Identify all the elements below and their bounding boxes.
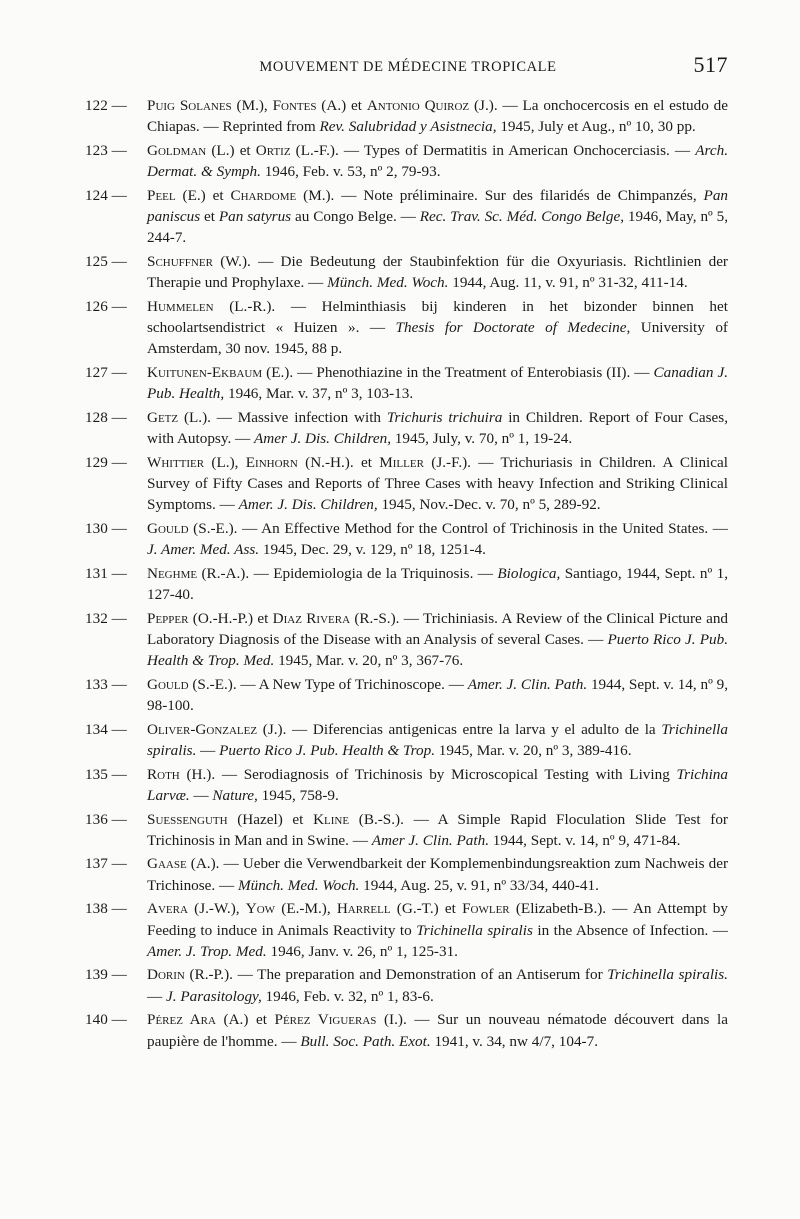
page-header bbox=[88, 52, 728, 82]
italic-text: Puerto Rico J. Pub. Health & Trop. bbox=[219, 741, 435, 759]
reference-text-segment: (W.). — Die Bedeutung der Staubinfektion für die Oxyuriasis. Richtlinien der Therapie und Prophylaxe. — bbox=[147, 252, 728, 292]
reference-text-segment: (B.-S.). — A Simple Rapid Floculation Slide Test for Trichinosis in Man and in Swine. — bbox=[147, 810, 728, 849]
reference-text bbox=[147, 811, 728, 849]
author-name: Diaz Rivera bbox=[272, 609, 351, 627]
author-name: Puig Solanes bbox=[147, 97, 232, 114]
reference-text-segment: (A.). — Ueber die Verwendbarkeit der Komplemenbindungsreaktion zum Nachweis der Trichinose. — bbox=[147, 855, 728, 894]
reference-text bbox=[147, 142, 728, 180]
reference-text-segment: 1946, Janv. v. 26, nº 1, 125-31. bbox=[266, 942, 458, 960]
reference-entry bbox=[85, 140, 728, 182]
author-name: Whittier bbox=[147, 453, 205, 471]
reference-text-segment: — bbox=[189, 786, 213, 804]
italic-text: Thesis for Doctorate of Medecine, bbox=[395, 319, 631, 337]
reference-number: 138 — bbox=[85, 900, 127, 918]
reference-text-segment: au Congo Belge. — bbox=[291, 208, 420, 226]
reference-entry bbox=[85, 251, 728, 293]
italic-text: Trichina Larvæ. bbox=[147, 765, 728, 804]
author-name: Fontes bbox=[272, 97, 317, 114]
italic-text: Amer. J. Clin. Path. bbox=[467, 675, 588, 693]
reference-text-segment: (H.). — Serodiagnosis of Trichinosis by Microscopical Testing with Living bbox=[179, 765, 677, 783]
reference-text-segment: Santiago, 1944, Sept. nº 1, 127-40. bbox=[147, 564, 728, 603]
reference-text-segment: (J.). — Diferencias antigenicas entre la larva y el adulto de la bbox=[257, 720, 662, 738]
reference-number: 122 — bbox=[85, 97, 127, 114]
reference-entry bbox=[85, 674, 728, 716]
reference-text-segment: (M.). — Note préliminaire. Sur des filaridés de Chimpanzés, bbox=[296, 186, 704, 204]
reference-entry bbox=[85, 719, 728, 761]
reference-number: 137 — bbox=[85, 855, 127, 873]
reference-text-segment: (J.). — La onchocercosis en el estudo de Chiapas. — Reprinted from bbox=[147, 97, 728, 136]
author-name: Pérez Vigueras bbox=[274, 1011, 377, 1029]
author-name: Kline bbox=[313, 810, 350, 828]
reference-text-segment: (O.-H.-P.) et bbox=[188, 609, 273, 627]
reference-text-segment: in Children. Report of Four Cases, with Autopsy. — bbox=[147, 408, 728, 448]
author-name: Miller bbox=[379, 453, 424, 471]
italic-text: Rec. Trav. Sc. Méd. Congo Belge, bbox=[419, 208, 624, 226]
author-name: Oliver-Gonzalez bbox=[147, 720, 258, 738]
reference-list bbox=[85, 95, 728, 1054]
running-title: MOUVEMENT DE MÉDECINE TROPICALE bbox=[259, 59, 557, 75]
reference-entry bbox=[85, 95, 728, 137]
reference-text-segment: 1945, Dec. 29, v. 129, nº 18, 1251-4. bbox=[259, 541, 486, 559]
author-name: Chardome bbox=[230, 186, 297, 204]
italic-text: Trichinella spiralis. bbox=[147, 720, 728, 759]
italic-text: Puerto Rico J. Pub. Health & Trop. Med. bbox=[147, 630, 728, 670]
italic-text: Amer J. Dis. Children, bbox=[254, 430, 391, 448]
reference-text bbox=[147, 364, 728, 402]
reference-number: 123 — bbox=[85, 141, 127, 159]
author-name: Gould bbox=[147, 675, 189, 693]
author-name: Pérez Ara bbox=[147, 1011, 216, 1029]
reference-text-segment: (G.-T.) et bbox=[390, 900, 463, 918]
italic-text: Münch. Med. Woch. bbox=[238, 876, 360, 894]
italic-text: Amer. J. Trop. Med. bbox=[147, 942, 267, 960]
reference-text-segment: 1946, Feb. v. 53, nº 2, 79-93. bbox=[260, 163, 441, 181]
italic-text: Biologica, bbox=[497, 564, 561, 582]
reference-entry bbox=[85, 185, 728, 249]
reference-number: 139 — bbox=[85, 966, 127, 984]
reference-text-segment: 1945, Mar. v. 20, nº 3, 389-416. bbox=[435, 741, 632, 759]
author-name: Dorin bbox=[147, 966, 185, 984]
reference-text-segment: 1944, Sept. v. 14, nº 9, 98-100. bbox=[147, 675, 728, 714]
reference-number: 126 — bbox=[85, 297, 127, 315]
reference-text-segment: 1944, Sept. v. 14, nº 9, 471-84. bbox=[489, 831, 681, 849]
reference-text-segment: 1945, 758-9. bbox=[257, 786, 339, 804]
reference-text bbox=[147, 520, 728, 558]
reference-text-segment: (A.) et bbox=[215, 1011, 275, 1029]
reference-entry bbox=[85, 407, 728, 449]
reference-text-segment: (J.-F.). — Trichuriasis in Children. A Clinical Survey of Fifty Cases and Reports of Three Cases with heavy Infection and Striking Clinical Symptoms. — bbox=[147, 453, 728, 514]
reference-text-segment: (S.-E.). — A New Type of Trichinoscope. — bbox=[188, 675, 468, 693]
reference-entry bbox=[85, 362, 728, 404]
reference-entry bbox=[85, 452, 728, 516]
italic-text: Rev. Salubridad y Asistnecia, bbox=[319, 118, 497, 136]
italic-text: Pan paniscus bbox=[147, 186, 729, 226]
reference-entry bbox=[85, 296, 728, 360]
reference-number: 133 — bbox=[85, 675, 127, 693]
reference-text-segment: (Hazel) et bbox=[227, 810, 314, 828]
reference-text-segment: (L.-R.). — Helminthiasis bij kinderen in het bizonder binnen het schoolartsendistrict « Huizen ». — bbox=[147, 297, 728, 337]
reference-text-segment: — bbox=[196, 741, 220, 759]
author-name: Harrell bbox=[336, 900, 391, 918]
reference-text-segment: (A.) et bbox=[316, 97, 367, 114]
reference-text bbox=[147, 97, 728, 135]
reference-number: 128 — bbox=[85, 408, 127, 426]
reference-text-segment: (E.). — Phenothiazine in the Treatment of Enterobiasis (II). — bbox=[262, 363, 654, 381]
reference-text-segment: (L.) et bbox=[206, 141, 256, 159]
reference-entry bbox=[85, 853, 728, 895]
reference-text-segment: 1944, Aug. 25, v. 91, nº 33/34, 440-41. bbox=[359, 876, 599, 894]
author-name: Gaase bbox=[147, 855, 187, 873]
reference-text-segment: (R.-P.). — The preparation and Demonstration of an Antiserum for bbox=[184, 966, 608, 984]
reference-text bbox=[147, 565, 728, 603]
reference-entry bbox=[85, 964, 728, 1006]
reference-text-segment: et bbox=[200, 208, 219, 226]
italic-text: Trichinella spiralis bbox=[416, 921, 533, 939]
italic-text: Amer. J. Dis. Children, bbox=[238, 496, 378, 514]
reference-text-segment: — bbox=[147, 987, 166, 1005]
reference-text bbox=[147, 676, 728, 714]
reference-number: 127 — bbox=[85, 363, 127, 381]
reference-text bbox=[147, 253, 728, 291]
reference-entry bbox=[85, 809, 728, 851]
italic-text: Bull. Soc. Path. Exot. bbox=[300, 1032, 431, 1050]
reference-text-segment: (E.) et bbox=[175, 186, 231, 204]
reference-text bbox=[147, 966, 728, 1004]
reference-number: 124 — bbox=[85, 186, 127, 204]
reference-number: 129 — bbox=[85, 453, 127, 471]
author-name: Antonio Quiroz bbox=[366, 97, 470, 114]
reference-text-segment: (Elizabeth-B.). — An Attempt by Feeding to induce in Animals Reactivity to bbox=[147, 900, 728, 939]
reference-text-segment: 1946, Mar. v. 37, nº 3, 103-13. bbox=[224, 385, 414, 403]
reference-text bbox=[147, 409, 728, 447]
reference-entry bbox=[85, 608, 728, 672]
reference-text bbox=[147, 298, 728, 357]
reference-text-segment: 1945, July et Aug., nº 10, 30 pp. bbox=[496, 118, 696, 136]
reference-text-segment: 1946, Feb. v. 32, nº 1, 83-6. bbox=[261, 987, 434, 1005]
reference-number: 136 — bbox=[85, 810, 127, 828]
author-name: Suessenguth bbox=[147, 810, 228, 828]
reference-text-segment: 1945, July, v. 70, nº 1, 19-24. bbox=[391, 430, 573, 448]
reference-text-segment: 1941, v. 34, nw 4/7, 104-7. bbox=[430, 1032, 598, 1050]
italic-text: Pan satyrus bbox=[218, 208, 292, 226]
reference-entry bbox=[85, 563, 728, 605]
reference-number: 131 — bbox=[85, 564, 127, 582]
reference-text-segment: (R.-S.). — Trichiniasis. A Review of the Clinical Picture and Laboratory Diagnosis of the Disease with an Analysis of several Cases. — bbox=[147, 609, 729, 648]
reference-text-segment: 1945, Nov.-Dec. v. 70, nº 5, 289-92. bbox=[377, 496, 601, 514]
author-name: Hummelen bbox=[147, 297, 214, 315]
italic-text: J. Amer. Med. Ass. bbox=[147, 541, 260, 559]
author-name: Peel bbox=[147, 186, 176, 204]
reference-text bbox=[147, 721, 728, 759]
author-name: Yow bbox=[245, 900, 276, 918]
reference-number: 130 — bbox=[85, 519, 127, 537]
author-name: Pepper bbox=[147, 609, 189, 627]
author-name: Avera bbox=[147, 900, 188, 918]
reference-text bbox=[147, 855, 728, 893]
reference-text bbox=[147, 766, 728, 804]
reference-entry bbox=[85, 898, 728, 962]
author-name: Neghme bbox=[147, 564, 198, 582]
reference-text-segment: 1944, Aug. 11, v. 91, nº 31-32, 411-14. bbox=[448, 274, 688, 292]
italic-text: Amer J. Clin. Path. bbox=[371, 831, 489, 849]
author-name: Fowler bbox=[462, 900, 510, 918]
reference-text bbox=[147, 1011, 728, 1049]
author-name: Einhorn bbox=[245, 453, 298, 471]
reference-entry bbox=[85, 1009, 728, 1051]
author-name: Getz bbox=[147, 408, 179, 426]
reference-number: 125 — bbox=[85, 252, 127, 270]
reference-text-segment: (I.). — Sur un nouveau nématode découvert dans la paupière de l'homme. — bbox=[147, 1011, 729, 1050]
reference-text-segment: (L.), bbox=[204, 453, 246, 471]
reference-text bbox=[147, 900, 728, 959]
reference-text bbox=[147, 610, 728, 669]
reference-entry bbox=[85, 764, 728, 806]
reference-text-segment: 1946, May, nº 5, 244-7. bbox=[147, 208, 729, 247]
reference-text-segment: in the Absence of Infection. — bbox=[532, 921, 728, 939]
reference-number: 140 — bbox=[85, 1011, 127, 1029]
author-name: Schuffner bbox=[147, 252, 213, 270]
reference-text-segment: (S.-E.). — An Effective Method for the Control of Trichinosis in the United States. — bbox=[188, 519, 728, 537]
author-name: Roth bbox=[147, 765, 180, 783]
italic-text: Trichinella spiralis. bbox=[607, 966, 728, 984]
reference-text-segment: (R.-A.). — Epidemiologia de la Triquinosis. — bbox=[197, 564, 498, 582]
reference-number: 135 — bbox=[85, 765, 127, 783]
italic-text: Trichuris trichuira bbox=[386, 408, 503, 426]
author-name: Goldman bbox=[147, 141, 207, 159]
reference-text-segment: (N.-H.). et bbox=[297, 453, 380, 471]
reference-number: 134 — bbox=[85, 720, 127, 738]
italic-text: Münch. Med. Woch. bbox=[327, 274, 449, 292]
italic-text: Nature, bbox=[212, 786, 258, 804]
reference-entry bbox=[85, 518, 728, 560]
reference-text-segment: (M.), bbox=[231, 97, 273, 114]
italic-text: Canadian J. Pub. Health, bbox=[147, 363, 728, 403]
author-name: Ortiz bbox=[255, 141, 291, 159]
reference-text-segment: (E.-M.), bbox=[275, 900, 337, 918]
author-name: Gould bbox=[147, 519, 189, 537]
italic-text: J. Parasitology, bbox=[165, 987, 262, 1005]
reference-text-segment: 1945, Mar. v. 20, nº 3, 367-76. bbox=[274, 652, 464, 670]
reference-text bbox=[147, 187, 728, 246]
reference-text-segment: (L.). — Massive infection with bbox=[178, 408, 387, 426]
author-name: Kuitunen-Ekbaum bbox=[147, 363, 263, 381]
reference-text-segment: (J.-W.), bbox=[187, 900, 246, 918]
reference-text-segment: (L.-F.). — Types of Dermatitis in American Onchocerciasis. — bbox=[290, 141, 696, 159]
italic-text: Arch. Dermat. & Symph. bbox=[147, 141, 729, 181]
reference-text-segment: University of Amsterdam, 30 nov. 1945, 88 p. bbox=[147, 319, 728, 358]
reference-number: 132 — bbox=[85, 609, 127, 627]
page-number: 517 bbox=[693, 52, 728, 77]
reference-text bbox=[147, 454, 728, 513]
